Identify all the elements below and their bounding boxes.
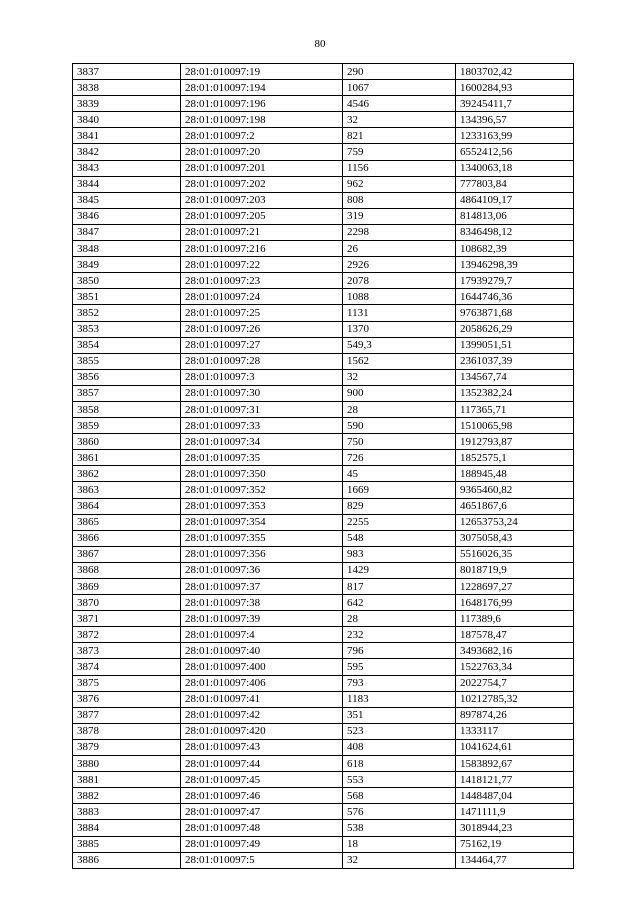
cadastral-number-cell: 28:01:010097:353 xyxy=(181,498,343,514)
row-number-cell: 3844 xyxy=(73,176,181,192)
value-cell: 1340063,18 xyxy=(456,160,574,176)
cadastral-number-cell: 28:01:010097:352 xyxy=(181,482,343,498)
value-cell: 8018719,9 xyxy=(456,562,574,578)
table-row xyxy=(73,482,574,498)
row-number-cell: 3857 xyxy=(73,385,181,401)
area-cell: 642 xyxy=(343,595,456,611)
area-cell: 232 xyxy=(343,627,456,643)
value-cell: 117389,6 xyxy=(456,611,574,627)
cadastral-number-cell: 28:01:010097:40 xyxy=(181,643,343,659)
value-cell: 1583892,67 xyxy=(456,756,574,772)
table-row xyxy=(73,434,574,450)
row-number-cell: 3845 xyxy=(73,192,181,208)
row-number-cell: 3840 xyxy=(73,112,181,128)
row-number-cell: 3880 xyxy=(73,756,181,772)
area-cell: 817 xyxy=(343,579,456,595)
row-number-cell: 3886 xyxy=(73,852,181,868)
row-number-cell: 3864 xyxy=(73,498,181,514)
table-row xyxy=(73,659,574,675)
value-cell: 3075058,43 xyxy=(456,530,574,546)
cadastral-number-cell: 28:01:010097:4 xyxy=(181,627,343,643)
table-row xyxy=(73,595,574,611)
value-cell: 5516026,35 xyxy=(456,546,574,562)
value-cell: 1233163,99 xyxy=(456,128,574,144)
value-cell: 4864109,17 xyxy=(456,192,574,208)
area-cell: 821 xyxy=(343,128,456,144)
table-row xyxy=(73,820,574,836)
row-number-cell: 3881 xyxy=(73,772,181,788)
table-row xyxy=(73,418,574,434)
cadastral-number-cell: 28:01:010097:21 xyxy=(181,224,343,240)
value-cell: 9763871,68 xyxy=(456,305,574,321)
cadastral-number-cell: 28:01:010097:356 xyxy=(181,546,343,562)
row-number-cell: 3838 xyxy=(73,80,181,96)
row-number-cell: 3847 xyxy=(73,224,181,240)
row-number-cell: 3867 xyxy=(73,546,181,562)
value-cell: 2022754,7 xyxy=(456,675,574,691)
area-cell: 45 xyxy=(343,466,456,482)
table-row xyxy=(73,401,574,417)
value-cell: 897874,26 xyxy=(456,707,574,723)
table-row xyxy=(73,804,574,820)
area-cell: 1156 xyxy=(343,160,456,176)
value-cell: 1644746,36 xyxy=(456,289,574,305)
cadastral-number-cell: 28:01:010097:354 xyxy=(181,514,343,530)
cadastral-number-cell: 28:01:010097:216 xyxy=(181,241,343,257)
cadastral-number-cell: 28:01:010097:42 xyxy=(181,707,343,723)
table-row xyxy=(73,160,574,176)
value-cell: 1803702,42 xyxy=(456,64,574,80)
row-number-cell: 3860 xyxy=(73,434,181,450)
cadastral-number-cell: 28:01:010097:198 xyxy=(181,112,343,128)
row-number-cell: 3885 xyxy=(73,836,181,852)
cadastral-number-cell: 28:01:010097:31 xyxy=(181,401,343,417)
value-cell: 12653753,24 xyxy=(456,514,574,530)
table-row xyxy=(73,369,574,385)
area-cell: 590 xyxy=(343,418,456,434)
area-cell: 1088 xyxy=(343,289,456,305)
table-row xyxy=(73,128,574,144)
row-number-cell: 3853 xyxy=(73,321,181,337)
area-cell: 553 xyxy=(343,772,456,788)
table-row xyxy=(73,64,574,80)
table-row xyxy=(73,321,574,337)
table-row xyxy=(73,836,574,852)
table-row xyxy=(73,208,574,224)
cadastral-number-cell: 28:01:010097:196 xyxy=(181,96,343,112)
cadastral-number-cell: 28:01:010097:205 xyxy=(181,208,343,224)
table-row xyxy=(73,337,574,353)
row-number-cell: 3868 xyxy=(73,562,181,578)
area-cell: 1067 xyxy=(343,80,456,96)
area-cell: 808 xyxy=(343,192,456,208)
land-registry-table xyxy=(72,63,574,869)
table-row xyxy=(73,112,574,128)
value-cell: 188945,48 xyxy=(456,466,574,482)
value-cell: 1471111,9 xyxy=(456,804,574,820)
row-number-cell: 3852 xyxy=(73,305,181,321)
area-cell: 26 xyxy=(343,241,456,257)
area-cell: 319 xyxy=(343,208,456,224)
cadastral-number-cell: 28:01:010097:202 xyxy=(181,176,343,192)
table-row xyxy=(73,772,574,788)
table-row xyxy=(73,176,574,192)
cadastral-number-cell: 28:01:010097:350 xyxy=(181,466,343,482)
cadastral-number-cell: 28:01:010097:24 xyxy=(181,289,343,305)
row-number-cell: 3878 xyxy=(73,723,181,739)
value-cell: 1352382,24 xyxy=(456,385,574,401)
table-row xyxy=(73,273,574,289)
table-row xyxy=(73,530,574,546)
area-cell: 576 xyxy=(343,804,456,820)
row-number-cell: 3873 xyxy=(73,643,181,659)
value-cell: 3493682,16 xyxy=(456,643,574,659)
cadastral-number-cell: 28:01:010097:44 xyxy=(181,756,343,772)
value-cell: 2058626,29 xyxy=(456,321,574,337)
table-row xyxy=(73,707,574,723)
row-number-cell: 3850 xyxy=(73,273,181,289)
value-cell: 1648176,99 xyxy=(456,595,574,611)
area-cell: 829 xyxy=(343,498,456,514)
row-number-cell: 3849 xyxy=(73,257,181,273)
cadastral-number-cell: 28:01:010097:194 xyxy=(181,80,343,96)
table-row xyxy=(73,611,574,627)
cadastral-number-cell: 28:01:010097:406 xyxy=(181,675,343,691)
cadastral-number-cell: 28:01:010097:27 xyxy=(181,337,343,353)
value-cell: 134464,77 xyxy=(456,852,574,868)
cadastral-number-cell: 28:01:010097:23 xyxy=(181,273,343,289)
value-cell: 1510065,98 xyxy=(456,418,574,434)
value-cell: 2361037,39 xyxy=(456,353,574,369)
area-cell: 2298 xyxy=(343,224,456,240)
value-cell: 4651867,6 xyxy=(456,498,574,514)
cadastral-number-cell: 28:01:010097:2 xyxy=(181,128,343,144)
row-number-cell: 3870 xyxy=(73,595,181,611)
row-number-cell: 3875 xyxy=(73,675,181,691)
area-cell: 18 xyxy=(343,836,456,852)
value-cell: 1333117 xyxy=(456,723,574,739)
page-number: 80 xyxy=(314,38,326,50)
row-number-cell: 3869 xyxy=(73,579,181,595)
row-number-cell: 3858 xyxy=(73,401,181,417)
area-cell: 1131 xyxy=(343,305,456,321)
row-number-cell: 3876 xyxy=(73,691,181,707)
area-cell: 759 xyxy=(343,144,456,160)
cadastral-number-cell: 28:01:010097:19 xyxy=(181,64,343,80)
row-number-cell: 3846 xyxy=(73,208,181,224)
value-cell: 134396,57 xyxy=(456,112,574,128)
cadastral-number-cell: 28:01:010097:20 xyxy=(181,144,343,160)
row-number-cell: 3877 xyxy=(73,707,181,723)
cadastral-number-cell: 28:01:010097:22 xyxy=(181,257,343,273)
value-cell: 8346498,12 xyxy=(456,224,574,240)
cadastral-number-cell: 28:01:010097:43 xyxy=(181,739,343,755)
row-number-cell: 3851 xyxy=(73,289,181,305)
cadastral-number-cell: 28:01:010097:400 xyxy=(181,659,343,675)
area-cell: 2255 xyxy=(343,514,456,530)
area-cell: 28 xyxy=(343,401,456,417)
table-row xyxy=(73,353,574,369)
table-row xyxy=(73,466,574,482)
row-number-cell: 3848 xyxy=(73,241,181,257)
area-cell: 750 xyxy=(343,434,456,450)
table-row xyxy=(73,627,574,643)
area-cell: 2926 xyxy=(343,257,456,273)
cadastral-number-cell: 28:01:010097:203 xyxy=(181,192,343,208)
table-row xyxy=(73,289,574,305)
cadastral-number-cell: 28:01:010097:39 xyxy=(181,611,343,627)
area-cell: 548 xyxy=(343,530,456,546)
area-cell: 2078 xyxy=(343,273,456,289)
table-row xyxy=(73,643,574,659)
table-row xyxy=(73,385,574,401)
value-cell: 1399051,51 xyxy=(456,337,574,353)
area-cell: 408 xyxy=(343,739,456,755)
table-row xyxy=(73,144,574,160)
value-cell: 108682,39 xyxy=(456,241,574,257)
cadastral-number-cell: 28:01:010097:41 xyxy=(181,691,343,707)
cadastral-number-cell: 28:01:010097:35 xyxy=(181,450,343,466)
row-number-cell: 3837 xyxy=(73,64,181,80)
table-row xyxy=(73,305,574,321)
value-cell: 1522763,34 xyxy=(456,659,574,675)
cadastral-number-cell: 28:01:010097:38 xyxy=(181,595,343,611)
value-cell: 3018944,23 xyxy=(456,820,574,836)
cadastral-number-cell: 28:01:010097:25 xyxy=(181,305,343,321)
cadastral-number-cell: 28:01:010097:46 xyxy=(181,788,343,804)
table-row xyxy=(73,756,574,772)
table-row xyxy=(73,224,574,240)
table-row xyxy=(73,788,574,804)
row-number-cell: 3863 xyxy=(73,482,181,498)
row-number-cell: 3859 xyxy=(73,418,181,434)
value-cell: 1852575,1 xyxy=(456,450,574,466)
area-cell: 1183 xyxy=(343,691,456,707)
value-cell: 17939279,7 xyxy=(456,273,574,289)
table-row xyxy=(73,546,574,562)
table-row xyxy=(73,562,574,578)
area-cell: 1370 xyxy=(343,321,456,337)
area-cell: 538 xyxy=(343,820,456,836)
cadastral-number-cell: 28:01:010097:28 xyxy=(181,353,343,369)
table-row xyxy=(73,723,574,739)
area-cell: 351 xyxy=(343,707,456,723)
value-cell: 39245411,7 xyxy=(456,96,574,112)
area-cell: 28 xyxy=(343,611,456,627)
area-cell: 962 xyxy=(343,176,456,192)
area-cell: 1429 xyxy=(343,562,456,578)
cadastral-number-cell: 28:01:010097:355 xyxy=(181,530,343,546)
row-number-cell: 3865 xyxy=(73,514,181,530)
value-cell: 75162,19 xyxy=(456,836,574,852)
table-row xyxy=(73,96,574,112)
value-cell: 134567,74 xyxy=(456,369,574,385)
area-cell: 568 xyxy=(343,788,456,804)
area-cell: 549,3 xyxy=(343,337,456,353)
area-cell: 900 xyxy=(343,385,456,401)
area-cell: 32 xyxy=(343,369,456,385)
value-cell: 814813,06 xyxy=(456,208,574,224)
table-row xyxy=(73,450,574,466)
area-cell: 983 xyxy=(343,546,456,562)
cadastral-number-cell: 28:01:010097:37 xyxy=(181,579,343,595)
cadastral-number-cell: 28:01:010097:3 xyxy=(181,369,343,385)
value-cell: 1912793,87 xyxy=(456,434,574,450)
area-cell: 793 xyxy=(343,675,456,691)
area-cell: 523 xyxy=(343,723,456,739)
table-row xyxy=(73,579,574,595)
value-cell: 1448487,04 xyxy=(456,788,574,804)
row-number-cell: 3866 xyxy=(73,530,181,546)
cadastral-number-cell: 28:01:010097:47 xyxy=(181,804,343,820)
area-cell: 1562 xyxy=(343,353,456,369)
row-number-cell: 3854 xyxy=(73,337,181,353)
value-cell: 1418121,77 xyxy=(456,772,574,788)
area-cell: 32 xyxy=(343,112,456,128)
table-row xyxy=(73,498,574,514)
value-cell: 1041624,61 xyxy=(456,739,574,755)
table-row xyxy=(73,80,574,96)
value-cell: 117365,71 xyxy=(456,401,574,417)
row-number-cell: 3884 xyxy=(73,820,181,836)
table-row xyxy=(73,691,574,707)
cadastral-number-cell: 28:01:010097:26 xyxy=(181,321,343,337)
cadastral-number-cell: 28:01:010097:34 xyxy=(181,434,343,450)
area-cell: 726 xyxy=(343,450,456,466)
cadastral-number-cell: 28:01:010097:33 xyxy=(181,418,343,434)
row-number-cell: 3879 xyxy=(73,739,181,755)
cadastral-number-cell: 28:01:010097:5 xyxy=(181,852,343,868)
value-cell: 1600284,93 xyxy=(456,80,574,96)
area-cell: 290 xyxy=(343,64,456,80)
row-number-cell: 3861 xyxy=(73,450,181,466)
table-row xyxy=(73,257,574,273)
cadastral-number-cell: 28:01:010097:48 xyxy=(181,820,343,836)
table-row xyxy=(73,241,574,257)
area-cell: 1669 xyxy=(343,482,456,498)
row-number-cell: 3839 xyxy=(73,96,181,112)
cadastral-number-cell: 28:01:010097:420 xyxy=(181,723,343,739)
area-cell: 4546 xyxy=(343,96,456,112)
table-row xyxy=(73,192,574,208)
cadastral-number-cell: 28:01:010097:30 xyxy=(181,385,343,401)
value-cell: 13946298,39 xyxy=(456,257,574,273)
table-row xyxy=(73,675,574,691)
row-number-cell: 3882 xyxy=(73,788,181,804)
value-cell: 9365460,82 xyxy=(456,482,574,498)
table-row xyxy=(73,514,574,530)
row-number-cell: 3871 xyxy=(73,611,181,627)
row-number-cell: 3843 xyxy=(73,160,181,176)
cadastral-number-cell: 28:01:010097:45 xyxy=(181,772,343,788)
cadastral-number-cell: 28:01:010097:201 xyxy=(181,160,343,176)
value-cell: 777803,84 xyxy=(456,176,574,192)
table-row xyxy=(73,852,574,868)
row-number-cell: 3874 xyxy=(73,659,181,675)
row-number-cell: 3842 xyxy=(73,144,181,160)
cadastral-number-cell: 28:01:010097:36 xyxy=(181,562,343,578)
row-number-cell: 3856 xyxy=(73,369,181,385)
row-number-cell: 3855 xyxy=(73,353,181,369)
area-cell: 618 xyxy=(343,756,456,772)
row-number-cell: 3862 xyxy=(73,466,181,482)
value-cell: 1228697,27 xyxy=(456,579,574,595)
area-cell: 595 xyxy=(343,659,456,675)
area-cell: 796 xyxy=(343,643,456,659)
table-row xyxy=(73,739,574,755)
value-cell: 10212785,32 xyxy=(456,691,574,707)
cadastral-number-cell: 28:01:010097:49 xyxy=(181,836,343,852)
value-cell: 187578,47 xyxy=(456,627,574,643)
row-number-cell: 3872 xyxy=(73,627,181,643)
row-number-cell: 3883 xyxy=(73,804,181,820)
value-cell: 6552412,56 xyxy=(456,144,574,160)
row-number-cell: 3841 xyxy=(73,128,181,144)
area-cell: 32 xyxy=(343,852,456,868)
